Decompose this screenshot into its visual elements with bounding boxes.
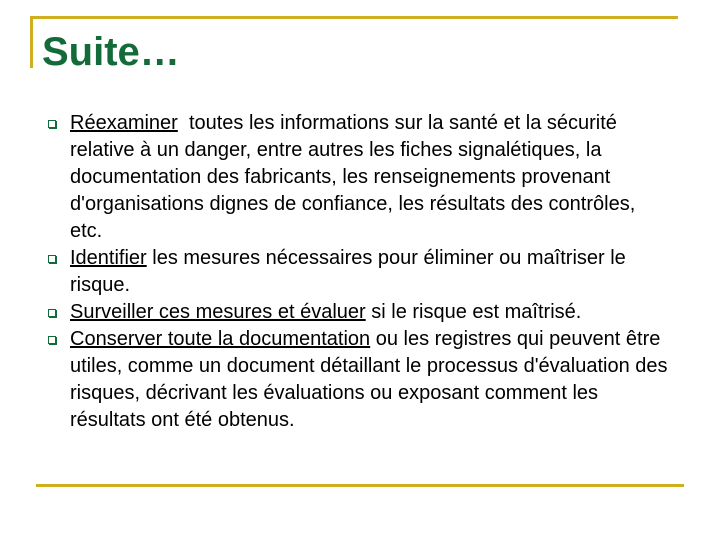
item-text: les mesures nécessaires pour éliminer ou maîtriser le risque. bbox=[70, 247, 626, 296]
list-item bbox=[48, 326, 668, 434]
item-keyword: Surveiller ces mesures et évaluer bbox=[70, 301, 366, 323]
bullet-icon bbox=[48, 120, 56, 128]
bullet-list bbox=[48, 110, 668, 434]
slide-title: Suite… bbox=[42, 30, 180, 74]
item-text: ou les registres qui peuvent être utiles, comme un document détaillant le processus d'évaluation des risques, décrivant les évaluations ou exposant comment les résultats ont été obtenus. bbox=[70, 328, 668, 431]
bullet-icon bbox=[48, 255, 56, 263]
frame-top-line bbox=[30, 16, 678, 19]
frame-bottom-line bbox=[36, 484, 684, 487]
frame-left-line bbox=[30, 16, 33, 68]
item-keyword: Conserver toute la documentation bbox=[70, 328, 371, 350]
item-text: toutes les informations sur la santé et la sécurité relative à un danger, entre autres les fiches signalétiques, la documentation des fabricants, les renseignements provenant d'organisations dignes de confiance, les résultats des contrôles, etc. bbox=[70, 112, 641, 242]
item-keyword: Identifier bbox=[70, 247, 147, 269]
bullet-icon bbox=[48, 309, 56, 317]
bullet-icon bbox=[48, 336, 56, 344]
list-item bbox=[48, 245, 668, 299]
item-keyword: Réexaminer bbox=[70, 112, 178, 134]
item-text: si le risque est maîtrisé. bbox=[365, 301, 582, 323]
list-item bbox=[48, 299, 668, 326]
list-item bbox=[48, 110, 668, 245]
